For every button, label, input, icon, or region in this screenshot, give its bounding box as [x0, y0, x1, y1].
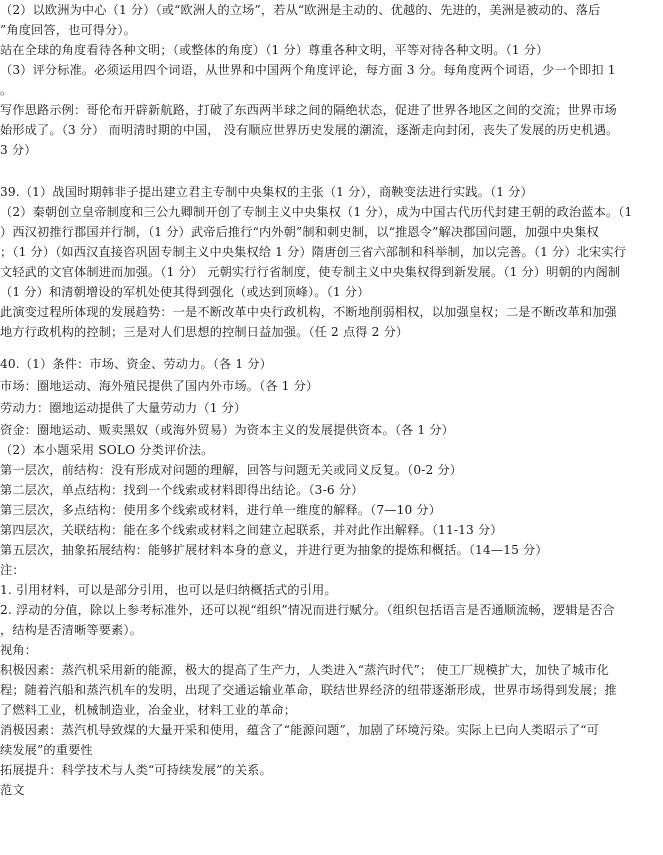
text-line: ）西汉初推行郡国并行制，（1 分）武帝后推行“内外朝”制和刺史制，以“推恩令”解决郡国问题，加强中央集权	[0, 225, 599, 239]
text-line: 始形成了。（3 分） 而明清时期的中国， 没有顺应世界历史发展的潮流，逐渐走向封闭，丧失了发展的历史机遇。	[0, 123, 619, 137]
text-line: 程；随着汽船和蒸汽机车的发明，出现了交通运输业革命，联结世界经济的纽带逐渐形成，世界市场得到发展；推	[0, 683, 617, 697]
text-line: （2）本小题采用 SOLO 分类评价法。	[0, 443, 214, 457]
text-line: 范文	[0, 783, 25, 797]
text-line: 1. 引用材料，可以是部分引用，也可以是归纳概括式的引用。	[0, 583, 337, 597]
text-line: 了燃料工业，机械制造业，冶金业，材料工业的革命；	[0, 703, 297, 717]
text-line: 第一层次，前结构：没有形成对问题的理解，回答与问题无关或同义反复。（0-2 分）	[0, 463, 463, 477]
text-line: 2. 浮动的分值，除以上参考标准外，还可以视“组织”情况而进行赋分。（组织包括语言是否通顺流畅，逻辑是否合	[0, 603, 615, 617]
text-line: 第二层次，单点结构：找到一个线索或材料即得出结论。（3-6 分）	[0, 483, 364, 497]
text-line: 写作思路示例：哥伦布开辟新航路，打破了东西两半球之间的隔绝状态，促进了世界各地区之间的交流；世界市场	[0, 103, 617, 117]
text-line: ”角度回答，也可得分）。	[0, 23, 136, 37]
text-line: 消极因素：蒸汽机导致煤的大量开采和使用，蕴含了“能源问题”，加剧了环境污染。实际上已向人类昭示了“可	[0, 723, 600, 737]
text-line: （2）秦朝创立皇帝制度和三公九卿制开创了专制主义中央集权（1 分），成为中国古代历代封建王朝的政治蓝本。（1	[0, 205, 633, 219]
text-line: （3）评分标准。必须运用四个词语，从世界和中国两个角度评论，每方面 3 分。每角度两个词语，少一个即扣 1	[0, 63, 616, 77]
question-40-heading: 40.（1）条件：市场、资金、劳动力。（各 1 分）	[0, 357, 273, 371]
text-line: 地方行政机构的控制；三是对人们思想的控制日益加强。（任 2 点得 2 分）	[0, 325, 409, 339]
text-line: 市场：圈地运动、海外殖民提供了国内外市场。（各 1 分）	[0, 379, 319, 393]
text-line: 积极因素：蒸汽机采用新的能源，极大的提高了生产力，人类进入“蒸汽时代”； 使工厂规模扩大，加快了城市化	[0, 663, 609, 677]
text-line: 劳动力：圈地运动提供了大量劳动力（1 分）	[0, 401, 247, 415]
text-line: 资金：圈地运动、贩卖黑奴（或海外贸易）为资本主义的发展提供资本。（各 1 分）	[0, 423, 455, 437]
text-line: ；（1 分）（如西汉直接咨巩固专制主义中央集权给 1 分）隋唐创三省六部制和科举制，加以完善。（1 分）北宋实行	[0, 245, 627, 259]
text-line: 文轻武的文官体制进而加强。（1 分） 元朝实行行省制度，使专制主义中央集权得到新发展。（1 分）明朝的内阁制	[0, 265, 621, 279]
text-line: 3 分）	[0, 143, 37, 157]
text-line: 注：	[0, 563, 25, 577]
text-line: 站在全球的角度看待各种文明；（或整体的角度）（1 分）尊重各种文明，平等对待各种文明。（1 分）	[0, 43, 549, 57]
text-line: 拓展提升：科学技术与人类“可持续发展”的关系。	[0, 763, 272, 777]
text-line: 续发展”的重要性	[0, 743, 93, 757]
text-line: 第四层次，关联结构：能在多个线索或材料之间建立起联系，并对此作出解释。（11-13 分）	[0, 523, 503, 537]
text-line: （1 分）和清朝增设的军机处使其得到强化（或达到顶峰）。（1 分）	[0, 285, 370, 299]
text-line: 。	[0, 83, 13, 97]
text-line: （2）以欧洲为中心（1 分）（或“欧洲人的立场”，若从“欧洲是主动的、优越的、先进的，美洲是被动的、落后	[0, 3, 601, 17]
text-line: 此演变过程所体现的发展趋势：一是不断改革中央行政机构，不断地削弱相权，以加强皇权；二是不断改革和加强	[0, 305, 617, 319]
text-line: ，结构是否清晰等要素）。	[0, 623, 142, 637]
question-39-heading: 39.（1）战国时期韩非子提出建立君主专制中央集权的主张（1 分），商鞅变法进行实践。（1 分）	[0, 185, 533, 199]
text-line: 第五层次，抽象拓展结构：能够扩展材料本身的意义，并进行更为抽象的提炼和概括。（14—15 分）	[0, 543, 548, 557]
text-line: 第三层次，多点结构：使用多个线索或材料，进行单一维度的解释。（7—10 分）	[0, 503, 442, 517]
text-line: 视角：	[0, 643, 38, 657]
